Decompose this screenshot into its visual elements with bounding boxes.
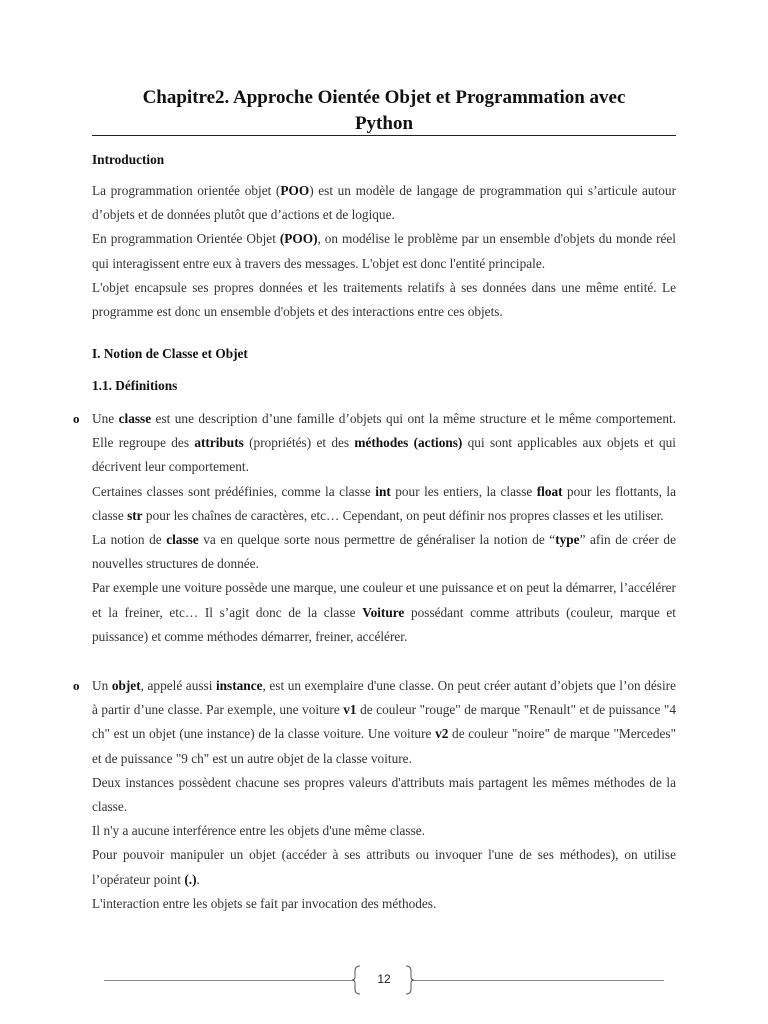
bullet-marker: o	[73, 411, 80, 426]
footer-brace-right	[404, 965, 414, 995]
chapter-title	[92, 85, 676, 137]
intro-paragraph-2: En programmation Orientée Objet (POO), on modélise le problème par un ensemble d'objets du monde réel qui interagissent entre eux à travers des messages. L'objet est donc l'entité principale.	[92, 231, 676, 271]
bullet-classe	[92, 407, 676, 649]
bullet-marker: o	[73, 678, 80, 693]
classe-paragraph-4: Par exemple une voiture possède une marque, une couleur et une puissance et on peut la démarrer, l’accélérer et la freiner, etc… Il s’agit donc de la classe Voiture possédant comme attributs (couleur, marque et puissance) et comme méthodes démarrer, freiner, accélérer.	[92, 580, 676, 644]
footer-rule-left	[104, 980, 354, 981]
objet-paragraph-3: Il n'y a aucune interférence entre les objets d'une même classe.	[92, 823, 425, 839]
chapter-title-line1: Chapitre2. Approche Oientée Objet et Programmation avec	[142, 87, 626, 108]
objet-paragraph-4: Pour pouvoir manipuler un objet (accéder à ses attributs ou invoquer l'une de ses méthodes), on utilise l’opérateur point (.).	[92, 847, 676, 887]
intro-heading: Introduction	[92, 152, 165, 167]
subsection-heading: 1.1. Définitions	[92, 378, 178, 393]
intro-paragraph-1: La programmation orientée objet (POO) est un modèle de langage de programmation qui s’articule autour d’objets et de données plutôt que d’actions et de logique.	[92, 183, 676, 223]
chapter-title-line2: Python	[354, 113, 414, 134]
title-underline	[92, 135, 676, 136]
objet-paragraph-2: Deux instances possèdent chacune ses propres valeurs d'attributs mais partagent les mêmes méthodes de la classe.	[92, 774, 676, 815]
bullet-objet	[92, 674, 676, 916]
page-number: 12	[377, 972, 391, 986]
footer-rule-right	[412, 980, 664, 981]
intro-paragraph-3: L'objet encapsule ses propres données et les traitements relatifs à ses données dans une même entité. Le programme est donc un ensemble d'objets et des interactions entre ces objets.	[92, 279, 676, 320]
classe-paragraph-2: Certaines classes sont prédéfinies, comme la classe int pour les entiers, la classe float pour les flottants, la classe str pour les chaînes de caractères, etc… Cependant, on peut définir nos propres classes et les utiliser.	[92, 483, 677, 523]
classe-paragraph-3: La notion de classe va en quelque sorte nous permettre de généraliser la notion de “type” afin de créer de nouvelles structures de donnée.	[92, 532, 676, 572]
footer-brace-left	[352, 965, 362, 995]
objet-paragraph-5: L'interaction entre les objets se fait par invocation des méthodes.	[92, 895, 437, 911]
section-heading: I. Notion de Classe et Objet	[92, 346, 248, 361]
objet-paragraph-1: Un objet, appelé aussi instance, est un exemplaire d'une classe. On peut créer autant d’objets que l’on désire à partir d’une classe. Par exemple, une voiture v1 de couleur "rouge" de marque "Renault" et de puissance "4 ch" est un objet (une instance) de la classe voiture. Une voiture v2 de couleur "noire" de marque "Mercedes" et de puissance "9 ch" est un autre objet de la classe voiture.	[92, 678, 677, 766]
intro-section	[92, 179, 676, 324]
classe-paragraph-1: Une classe est une description d’une famille d’objets qui ont la même structure et le même comportement. Elle regroupe des attributs (propriétés) et des méthodes (actions) qui sont applicables aux objets et qui décrivent leur comportement.	[92, 411, 676, 475]
